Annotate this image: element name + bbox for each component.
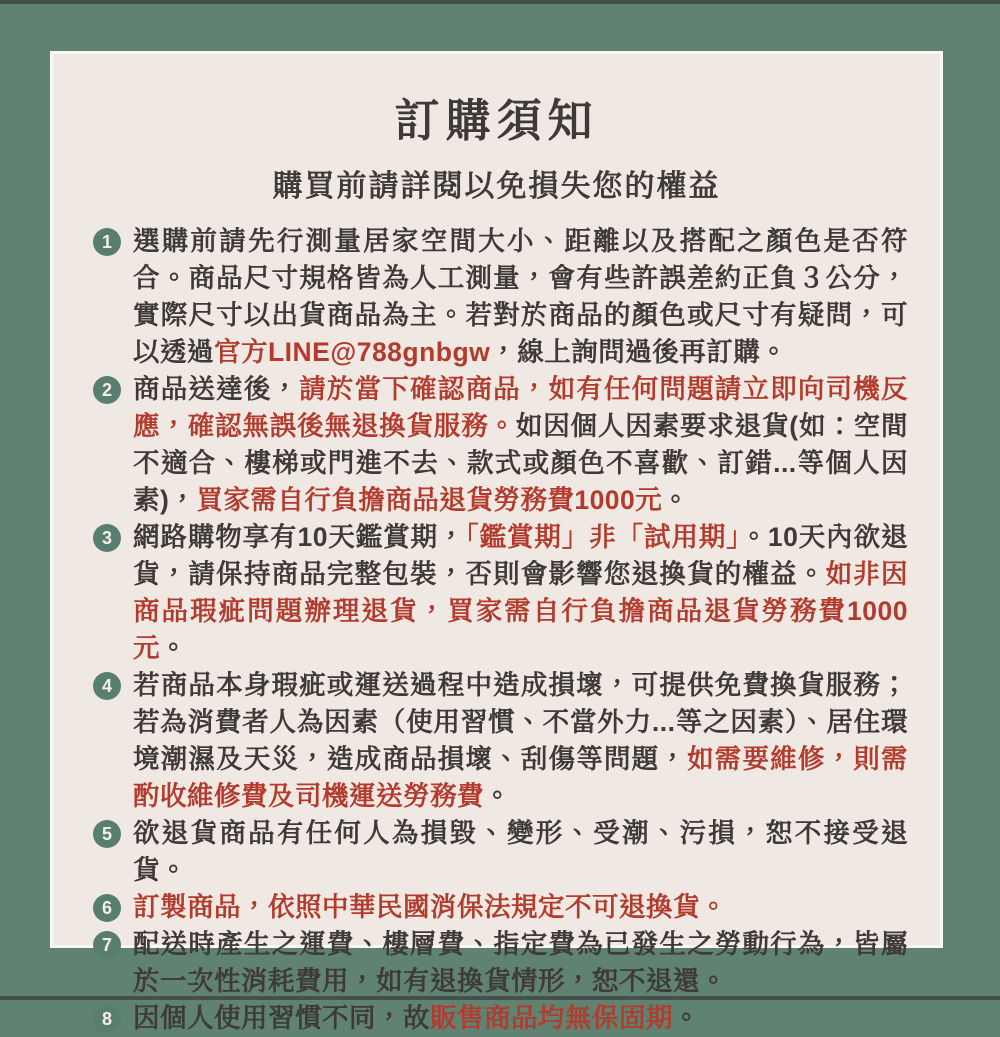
notice-text-highlight: 如非因商品瑕疵問題辦理退貨，買家需自行負擔商品退貨勞務費1000元: [133, 559, 909, 663]
page-subtitle: 購買前請詳閱以免損失您的權益: [272, 170, 721, 203]
notice-item-6: [93, 889, 908, 926]
notice-text-highlight: 買家需自行負擔商品退貨勞務費1000元: [196, 485, 663, 515]
notice-text: [133, 667, 908, 815]
notice-item-4: [93, 667, 908, 815]
notice-text-highlight: 請於當下確認商品，如有任何問題請立即向司機反應，確認無誤後無退換貨服務。: [133, 374, 909, 441]
notice-card: [50, 51, 943, 1033]
notice-text: [133, 223, 908, 371]
notice-text: [133, 519, 908, 667]
notice-text: [133, 371, 908, 519]
notice-number-badge: 6: [93, 894, 121, 922]
notice-text-highlight: 官方LINE@788gnbgw: [214, 337, 491, 367]
notice-text-segment: 網路購物享有10天鑑賞期，: [133, 522, 466, 552]
notice-number-badge: 1: [93, 228, 121, 256]
notice-text: [133, 889, 908, 926]
notice-text-segment: 如因個人因素要求退貨(如：空間不適合、樓梯或門進不去、款式或顏色不喜歡、訂錯...等個人因素)，: [133, 411, 909, 515]
notice-item-1: [93, 223, 908, 371]
notice-number-badge: 8: [93, 1005, 121, 1033]
notice-text-segment: 。: [484, 781, 511, 811]
notice-text-segment: 若商品本身瑕疵或運送過程中造成損壞，可提供免費換貨服務；若為消費者人為因素（使用習慣、不當外力...等之因素）、居住環境潮濕及天災，造成商品損壞、刮傷等問題，: [133, 670, 908, 774]
notice-number-badge: 4: [93, 672, 121, 700]
notice-text-highlight: 「鑑賞期」非「試用期」: [465, 522, 741, 552]
notice-number-badge: 7: [93, 931, 121, 959]
notice-text: [133, 815, 908, 889]
notice-text-segment: 欲退貨商品有任何人為損毀、變形、受潮、污損，恕不接受退貨。: [133, 818, 908, 885]
notice-text: [133, 926, 908, 1000]
notice-text-segment: 。: [160, 633, 187, 663]
notice-item-2: [93, 371, 908, 519]
notice-item-8: [93, 1000, 908, 1037]
notice-item-7: [93, 926, 908, 1000]
notice-text-segment: 商品送達後，: [133, 374, 300, 404]
notice-number-badge: 5: [93, 820, 121, 848]
notice-list: [53, 223, 940, 1037]
notice-text-highlight: 訂製商品，依照中華民國消保法規定不可退換貨。: [133, 892, 727, 922]
notice-text: [133, 1000, 908, 1037]
page-title: 訂購須知: [394, 95, 599, 146]
notice-text-segment: 。: [673, 1003, 700, 1033]
notice-number-badge: 3: [93, 524, 121, 552]
notice-text-highlight: 如需要維修，則需酌收維修費及司機運送勞務費: [133, 744, 909, 811]
notice-item-3: [93, 519, 908, 667]
top-image-seam: [0, 0, 1000, 4]
notice-text-segment: 。10天內欲退貨，請保持商品完整包裝，否則會影響您退換貨的權益。: [133, 522, 908, 589]
notice-text-segment: 。: [662, 485, 690, 515]
notice-text-segment: ，線上詢問過後再訂購。: [490, 337, 788, 367]
notice-text-segment: 配送時產生之運費、樓層費、指定費為已發生之勞動行為，皆屬於一次性消耗費用，如有退換貨情形，恕不退還。: [133, 929, 908, 996]
notice-item-5: [93, 815, 908, 889]
notice-text-segment: 因個人使用習慣不同，故: [133, 1003, 430, 1033]
notice-text-highlight: 販售商品均無保固期: [430, 1003, 673, 1033]
notice-text-segment: 選購前請先行測量居家空間大小、距離以及搭配之顏色是否符合。商品尺寸規格皆為人工測量，會有些許誤差約正負３公分，實際尺寸以出貨商品為主。若對於商品的顏色或尺寸有疑問，可以透過: [133, 226, 908, 367]
notice-number-badge: 2: [93, 376, 121, 404]
